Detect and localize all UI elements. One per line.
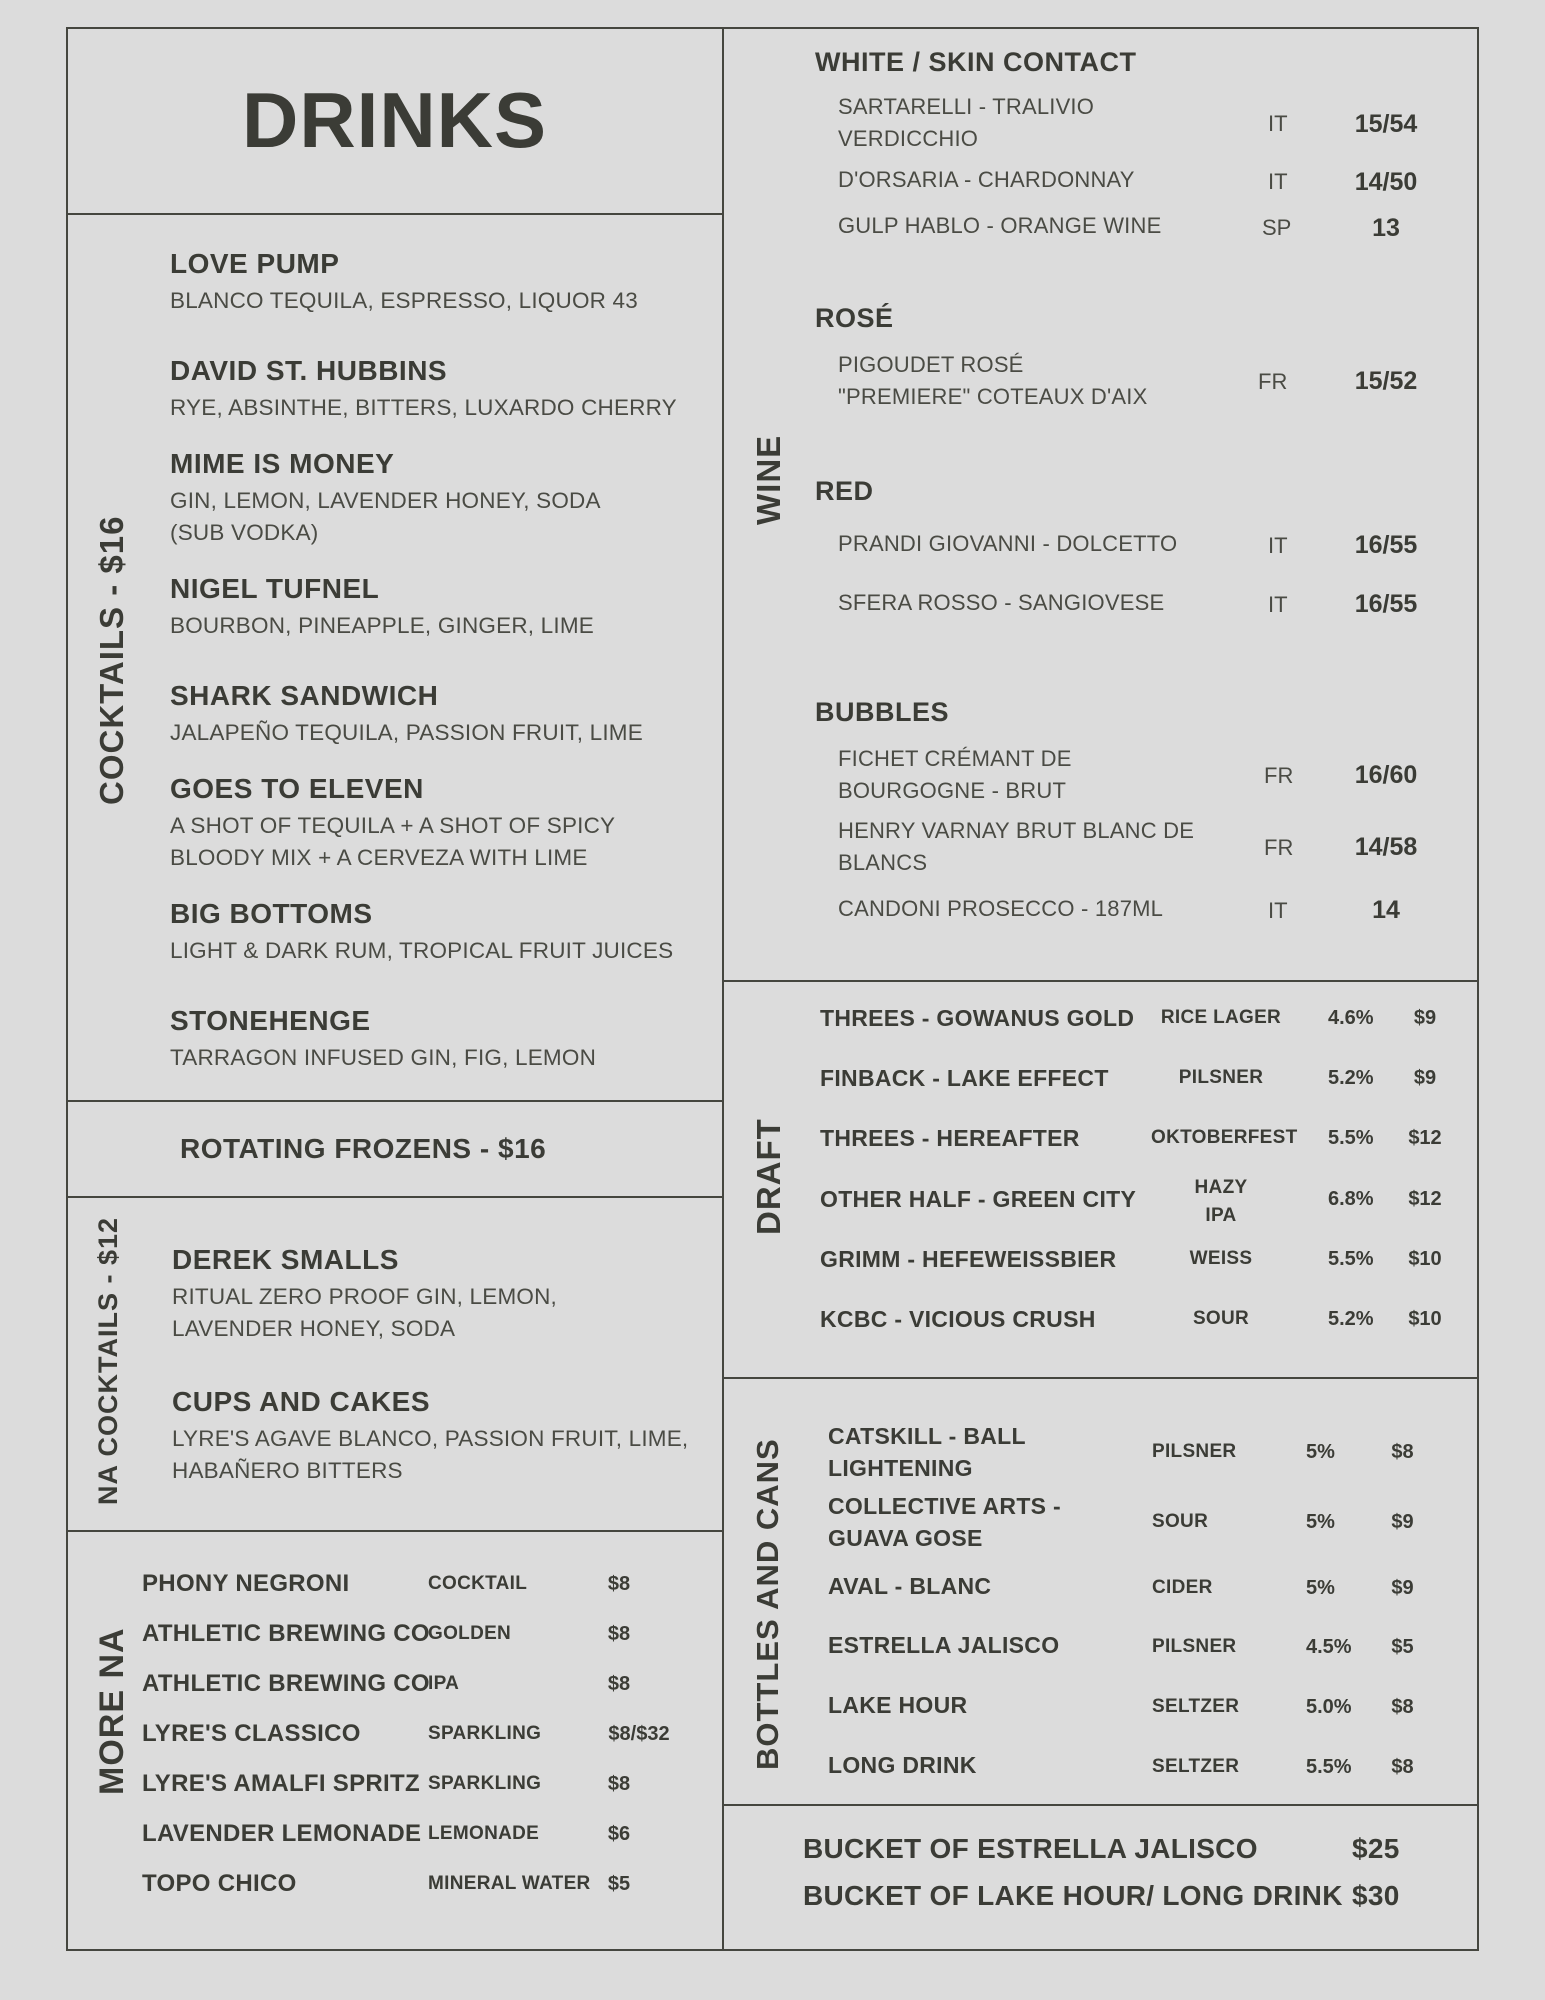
more-na-price: $8: [607, 1573, 631, 1595]
more-na-section-label: MORE NA: [93, 1627, 131, 1795]
wine-country: FR: [1258, 369, 1288, 394]
more-na-price: $6: [607, 1823, 631, 1845]
cocktail-desc: BOURBON, PINEAPPLE, GINGER, LIME: [170, 613, 595, 638]
draft-price: $10: [1408, 1308, 1442, 1330]
wine-price: 15/54: [1354, 110, 1418, 138]
wine-price: 16/55: [1354, 531, 1418, 559]
wine-country: IT: [1268, 898, 1288, 923]
cocktail-name: LOVE PUMP: [170, 248, 340, 279]
cocktail-item: [170, 573, 710, 642]
bottle-price: $5: [1391, 1636, 1414, 1658]
bottle-abv: 5%: [1306, 1441, 1335, 1463]
draft-price: $10: [1408, 1248, 1442, 1270]
draft-price: $9: [1413, 1067, 1437, 1089]
more-na-type: COCKTAIL: [428, 1573, 528, 1594]
wine-price: 14/58: [1354, 833, 1418, 861]
divider-frozens: [66, 1196, 723, 1198]
draft-abv: 4.6%: [1328, 1007, 1374, 1029]
cocktail-desc: A SHOT OF TEQUILA + A SHOT OF SPICY BLOODY MIX + A CERVEZA WITH LIME: [170, 813, 615, 870]
wine-country: FR: [1264, 763, 1294, 788]
na-cocktail-desc: RITUAL ZERO PROOF GIN, LEMON, LAVENDER HONEY, SODA: [172, 1284, 558, 1341]
more-na-name: LAVENDER LEMONADE: [142, 1820, 422, 1847]
bottle-name: LONG DRINK: [828, 1752, 977, 1778]
na-cocktail-item: [172, 1244, 592, 1345]
wine-country: IT: [1268, 111, 1288, 136]
bucket-price: $25: [1352, 1833, 1400, 1864]
wine-country: IT: [1268, 533, 1288, 558]
wine-country: SP: [1262, 215, 1292, 240]
draft-price: $9: [1413, 1007, 1437, 1029]
wine-price: 15/52: [1354, 367, 1418, 395]
more-na-name: ATHLETIC BREWING CO: [142, 1620, 430, 1647]
wine-section-label: WINE: [750, 434, 787, 525]
na-cocktail-name: CUPS AND CAKES: [172, 1386, 430, 1417]
more-na-name: PHONY NEGRONI: [142, 1570, 350, 1597]
wine-price: 13: [1372, 214, 1400, 242]
more-na-price: $8: [607, 1773, 631, 1795]
cocktail-item: [170, 680, 710, 749]
more-na-type: LEMONADE: [428, 1823, 540, 1844]
bottle-abv: 5%: [1306, 1511, 1335, 1533]
divider-na: [66, 1530, 723, 1532]
draft-abv: 5.5%: [1328, 1248, 1374, 1270]
draft-abv: 6.8%: [1328, 1188, 1374, 1210]
rotating-frozens: ROTATING FROZENS - $16: [180, 1133, 547, 1164]
na-cocktails-section-label: NA COCKTAILS - $12: [93, 1216, 123, 1505]
wine-name: GULP HABLO - ORANGE WINE: [838, 213, 1162, 238]
cocktail-item: [170, 898, 710, 967]
wine-name: SARTARELLI - TRALIVIO VERDICCHIO: [838, 94, 1095, 151]
bottle-name: LAKE HOUR: [828, 1692, 968, 1718]
page-title: DRINKS: [241, 76, 547, 164]
bottle-style: SELTZER: [1152, 1756, 1240, 1777]
bottle-price: $9: [1391, 1577, 1414, 1599]
bottle-abv: 5.0%: [1306, 1696, 1352, 1718]
draft-style: SOUR: [1192, 1308, 1250, 1329]
bottle-name: ESTRELLA JALISCO: [828, 1632, 1060, 1658]
cocktail-item: [170, 355, 710, 424]
draft-style: OKTOBERFEST: [1151, 1127, 1298, 1148]
wine-heading-white: WHITE / SKIN CONTACT: [815, 47, 1137, 77]
divider-bottles: [723, 1804, 1479, 1806]
divider-draft: [723, 1377, 1479, 1379]
draft-style: WEISS: [1189, 1248, 1253, 1269]
draft-section-label: DRAFT: [750, 1118, 787, 1235]
divider-cocktails: [66, 1100, 723, 1102]
cocktail-name: GOES TO ELEVEN: [170, 773, 424, 804]
cocktail-item: [170, 248, 710, 317]
wine-price: 16/55: [1354, 590, 1418, 618]
draft-style: HAZY IPA: [1194, 1177, 1248, 1226]
draft-price: $12: [1408, 1188, 1442, 1210]
wine-heading-rose: ROSÉ: [815, 303, 894, 333]
divider-title: [66, 213, 723, 215]
bottle-name: CATSKILL - BALL LIGHTENING: [828, 1423, 1026, 1481]
cocktail-name: STONEHENGE: [170, 1005, 371, 1036]
cocktail-name: MIME IS MONEY: [170, 448, 395, 479]
bottle-abv: 4.5%: [1306, 1636, 1352, 1658]
wine-name: D'ORSARIA - CHARDONNAY: [838, 167, 1135, 192]
more-na-price: $8: [607, 1623, 631, 1645]
cocktail-desc: LIGHT & DARK RUM, TROPICAL FRUIT JUICES: [170, 938, 674, 963]
wine-name: CANDONI PROSECCO - 187ML: [838, 896, 1164, 921]
bottle-price: $8: [1391, 1756, 1414, 1778]
draft-style: RICE LAGER: [1160, 1007, 1282, 1028]
bottles-section-label: BOTTLES AND CANS: [750, 1438, 785, 1770]
wine-country: IT: [1268, 592, 1288, 617]
bottle-style: SOUR: [1152, 1511, 1209, 1532]
wine-name: FICHET CRÉMANT DE BOURGOGNE - BRUT: [838, 746, 1072, 803]
draft-name: THREES - HEREAFTER: [820, 1125, 1080, 1151]
cocktails-section-label: COCKTAILS - $16: [93, 515, 130, 805]
wine-price: 14/50: [1354, 168, 1418, 196]
bottle-abv: 5%: [1306, 1577, 1335, 1599]
cocktail-desc: TARRAGON INFUSED GIN, FIG, LEMON: [170, 1045, 597, 1070]
more-na-name: ATHLETIC BREWING CO: [142, 1670, 430, 1697]
cocktail-name: BIG BOTTOMS: [170, 898, 373, 929]
wine-name: PIGOUDET ROSÉ "PREMIERE" COTEAUX D'AIX: [838, 352, 1148, 409]
draft-style: PILSNER: [1178, 1067, 1264, 1088]
more-na-name: LYRE'S CLASSICO: [142, 1720, 361, 1747]
bottle-style: CIDER: [1152, 1577, 1213, 1598]
cocktail-desc: JALAPEÑO TEQUILA, PASSION FRUIT, LIME: [170, 720, 643, 745]
more-na-type: IPA: [428, 1673, 460, 1694]
more-na-type: SPARKLING: [428, 1723, 542, 1744]
column-divider: [722, 27, 724, 1951]
cocktail-name: DAVID ST. HUBBINS: [170, 355, 448, 386]
cocktail-desc: GIN, LEMON, LAVENDER HONEY, SODA (SUB VODKA): [170, 488, 600, 545]
bottle-abv: 5.5%: [1306, 1756, 1352, 1778]
cocktail-item: [170, 1005, 710, 1074]
na-cocktail-desc: LYRE'S AGAVE BLANCO, PASSION FRUIT, LIME, HABAÑERO BITTERS: [172, 1426, 689, 1483]
wine-name: SFERA ROSSO - SANGIOVESE: [838, 590, 1165, 615]
bottle-name: COLLECTIVE ARTS - GUAVA GOSE: [828, 1493, 1061, 1551]
cocktail-name: SHARK SANDWICH: [170, 680, 439, 711]
draft-name: GRIMM - HEFEWEISSBIER: [820, 1246, 1117, 1272]
draft-price: $12: [1408, 1127, 1442, 1149]
cocktail-desc: BLANCO TEQUILA, ESPRESSO, LIQUOR 43: [170, 288, 638, 313]
draft-abv: 5.2%: [1328, 1067, 1374, 1089]
bottle-price: $8: [1391, 1696, 1414, 1718]
bottle-name: AVAL - BLANC: [828, 1573, 992, 1599]
more-na-price: $8/$32: [608, 1723, 670, 1745]
wine-country: FR: [1264, 835, 1294, 860]
bottle-price: $8: [1391, 1441, 1414, 1463]
cocktail-desc: RYE, ABSINTHE, BITTERS, LUXARDO CHERRY: [170, 395, 677, 420]
draft-name: OTHER HALF - GREEN CITY: [820, 1186, 1137, 1212]
bottle-style: PILSNER: [1152, 1636, 1237, 1657]
draft-name: FINBACK - LAKE EFFECT: [820, 1065, 1109, 1091]
bottle-style: SELTZER: [1152, 1696, 1240, 1717]
draft-name: THREES - GOWANUS GOLD: [820, 1005, 1135, 1031]
cocktail-item: [170, 448, 630, 549]
wine-heading-red: RED: [815, 476, 874, 506]
divider-wine: [723, 980, 1479, 982]
cocktail-name: NIGEL TUFNEL: [170, 573, 380, 604]
wine-name: HENRY VARNAY BRUT BLANC DE BLANCS: [838, 818, 1195, 875]
draft-abv: 5.2%: [1328, 1308, 1374, 1330]
more-na-price: $5: [607, 1873, 631, 1895]
bucket-price: $30: [1352, 1880, 1400, 1911]
wine-price: 16/60: [1354, 761, 1418, 789]
draft-name: KCBC - VICIOUS CRUSH: [820, 1306, 1096, 1332]
bottle-style: PILSNER: [1152, 1441, 1237, 1462]
more-na-type: SPARKLING: [428, 1773, 542, 1794]
wine-name: PRANDI GIOVANNI - DOLCETTO: [838, 531, 1178, 556]
more-na-name: TOPO CHICO: [142, 1870, 297, 1897]
more-na-price: $8: [607, 1673, 631, 1695]
wine-country: IT: [1268, 169, 1288, 194]
more-na-type: MINERAL WATER: [428, 1873, 591, 1894]
bottle-price: $9: [1391, 1511, 1414, 1533]
bucket-name: BUCKET OF LAKE HOUR/ LONG DRINK: [803, 1880, 1343, 1911]
more-na-type: GOLDEN: [428, 1623, 512, 1644]
na-cocktail-item: [172, 1386, 692, 1487]
draft-abv: 5.5%: [1328, 1127, 1374, 1149]
wine-heading-bubbles: BUBBLES: [815, 697, 950, 727]
bucket-name: BUCKET OF ESTRELLA JALISCO: [803, 1833, 1258, 1864]
wine-price: 14: [1372, 896, 1400, 924]
more-na-name: LYRE'S AMALFI SPRITZ: [142, 1770, 420, 1797]
na-cocktail-name: DEREK SMALLS: [172, 1244, 399, 1275]
cocktail-item: [170, 773, 615, 874]
